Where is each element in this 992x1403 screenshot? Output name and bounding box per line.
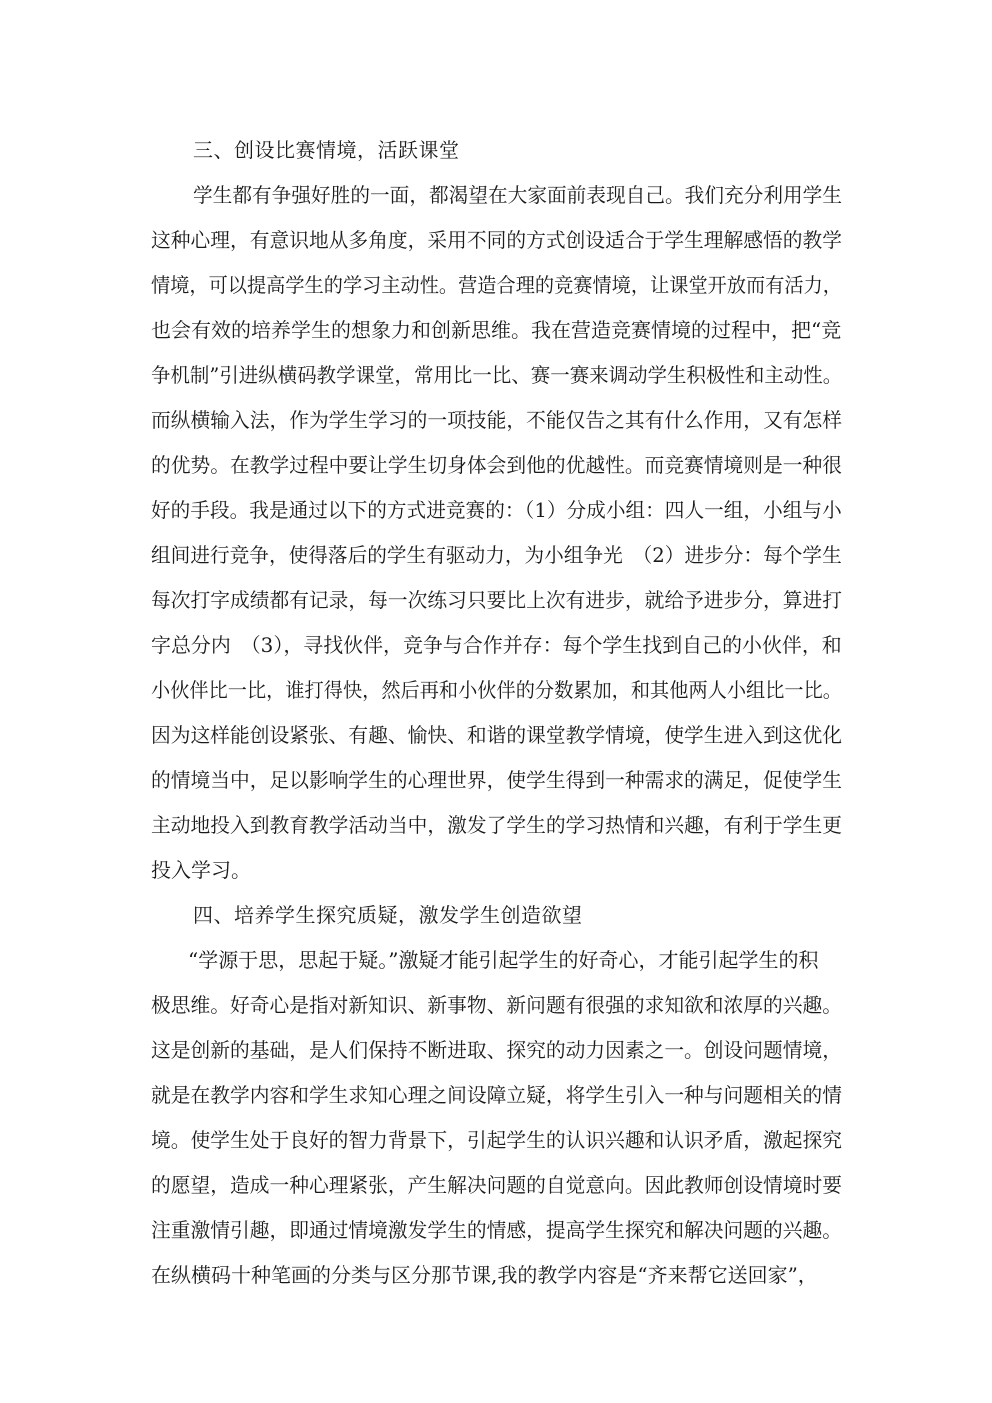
paragraph-line: 字总分内 （3），寻找伙伴，竞争与合作并存：每个学生找到自己的小伙伴，和	[151, 633, 842, 657]
paragraph-line: 组间进行竞争，使得落后的学生有驱动力，为小组争光 （2）进步分：每个学生	[151, 543, 842, 567]
paragraph-line: 就是在教学内容和学生求知心理之间设障立疑，将学生引入一种与问题相关的情	[151, 1083, 842, 1107]
paragraph-line: 投入学习。	[151, 858, 251, 882]
paragraph-line: “学源于思，思起于疑。”激疑才能引起学生的好奇心，才能引起学生的积	[188, 948, 819, 972]
paragraph-line: 主动地投入到教育教学活动当中，激发了学生的学习热情和兴趣，有利于学生更	[151, 813, 842, 837]
paragraph-line: 好的手段。我是通过以下的方式进竞赛的：（1）分成小组：四人一组，小组与小	[151, 498, 842, 522]
paragraph-line: 境。使学生处于良好的智力背景下，引起学生的认识兴趣和认识矛盾，激起探究	[151, 1128, 842, 1152]
paragraph-line: 而纵横输入法，作为学生学习的一项技能，不能仅告之其有什么作用，又有怎样	[151, 408, 842, 432]
paragraph-line: 情境，可以提高学生的学习主动性。营造合理的竞赛情境，让课堂开放而有活力，	[151, 273, 842, 297]
paragraph-line: 学生都有争强好胜的一面，都渴望在大家面前表现自己。我们充分利用学生	[193, 183, 842, 207]
paragraph-line: 每次打字成绩都有记录，每一次练习只要比上次有进步，就给予进步分，算进打	[151, 588, 842, 612]
paragraph-line: 小伙伴比一比，谁打得快，然后再和小伙伴的分数累加，和其他两人小组比一比。	[151, 678, 842, 702]
paragraph-line: 的情境当中，足以影响学生的心理世界，使学生得到一种需求的满足，促使学生	[151, 768, 842, 792]
paragraph-line: 这是创新的基础，是人们保持不断进取、探究的动力因素之一。创设问题情境，	[151, 1038, 842, 1062]
paragraph-line: 注重激情引趣，即通过情境激发学生的情感，提高学生探究和解决问题的兴趣。	[151, 1218, 842, 1242]
section-heading-4: 四、培养学生探究质疑，激发学生创造欲望	[193, 903, 583, 927]
paragraph-line: 极思维。好奇心是指对新知识、新事物、新问题有很强的求知欲和浓厚的兴趣。	[151, 993, 842, 1017]
paragraph-line: 的优势。在教学过程中要让学生切身体会到他的优越性。而竞赛情境则是一种很	[151, 453, 842, 477]
paragraph-line: 的愿望，造成一种心理紧张，产生解决问题的自觉意向。因此教师创设情境时要	[151, 1173, 842, 1197]
paragraph-line: 这种心理，有意识地从多角度，采用不同的方式创设适合于学生理解感悟的教学	[151, 228, 842, 252]
paragraph-line: 在纵横码十种笔画的分类与区分那节课,我的教学内容是“齐来帮它送回家”，	[151, 1263, 818, 1287]
section-heading-3: 三、创设比赛情境，活跃课堂	[193, 138, 460, 162]
paragraph-line: 争机制”引进纵横码教学课堂，常用比一比、赛一赛来调动学生积极性和主动性。	[151, 363, 843, 387]
paragraph-line: 也会有效的培养学生的想象力和创新思维。我在营造竞赛情境的过程中，把“竞	[151, 318, 842, 342]
paragraph-line: 因为这样能创设紧张、有趣、愉快、和谐的课堂教学情境，使学生进入到这优化	[151, 723, 842, 747]
